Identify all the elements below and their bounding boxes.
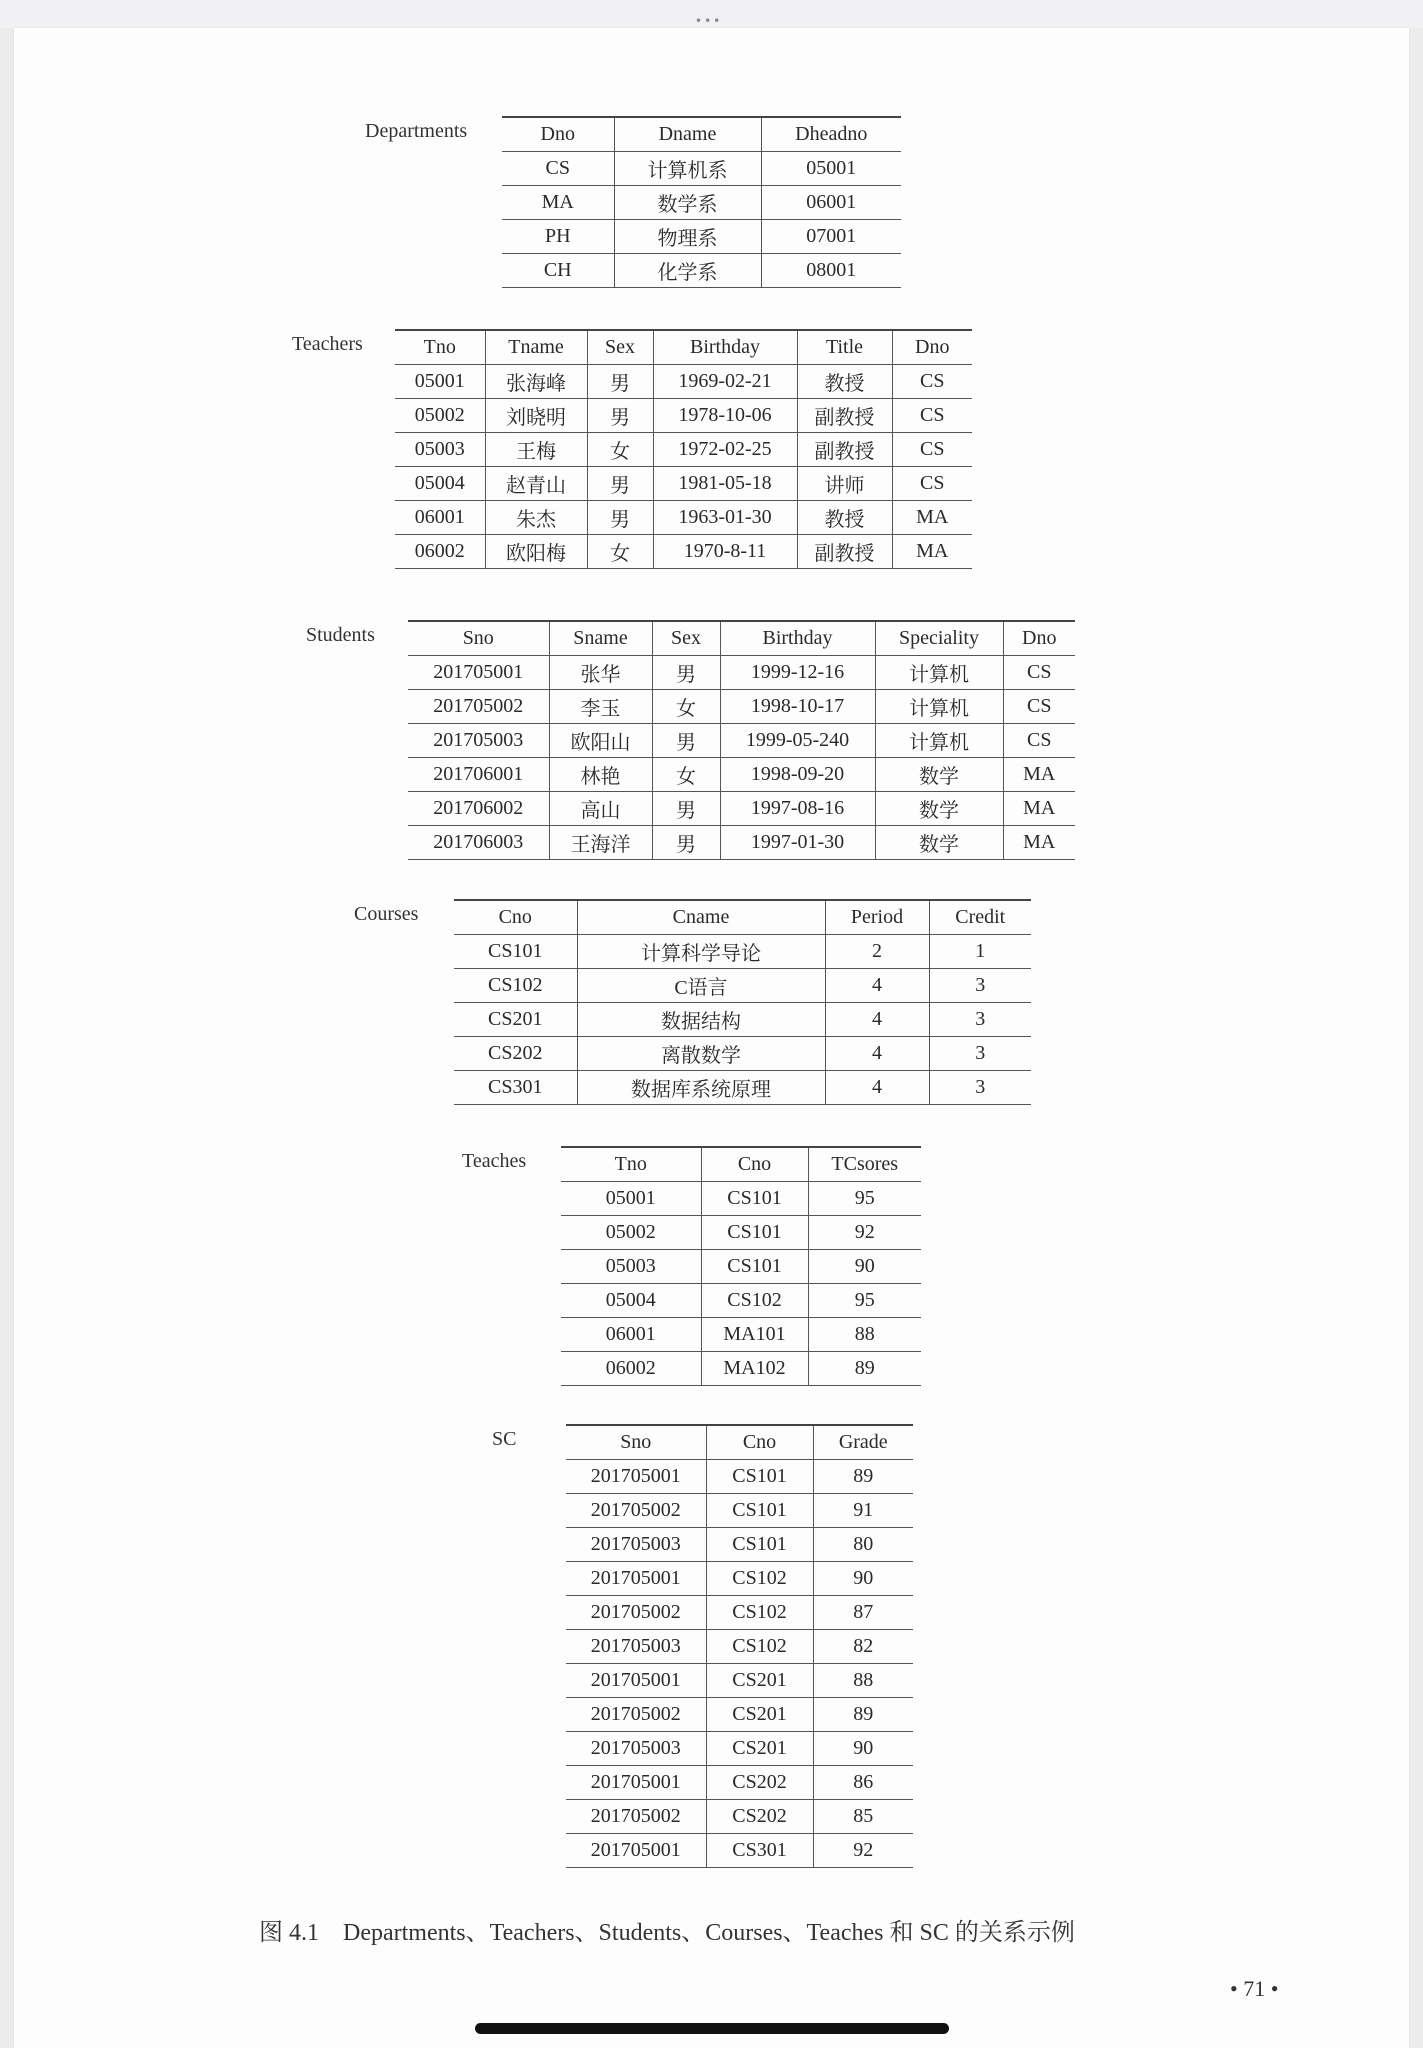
table-cell: 3 <box>929 1071 1031 1105</box>
home-indicator[interactable] <box>475 2023 949 2034</box>
column-header: TCsores <box>808 1147 921 1182</box>
table-cell: CS301 <box>706 1834 813 1868</box>
table-cell: 4 <box>825 1003 929 1037</box>
table-cell: 92 <box>808 1216 921 1250</box>
table-cell: CS202 <box>706 1800 813 1834</box>
table-cell: 89 <box>808 1352 921 1386</box>
table-cell: 化学系 <box>614 254 761 288</box>
table-cell: CS301 <box>454 1071 577 1105</box>
table-cell: MA101 <box>701 1318 808 1352</box>
table-cell: 教授 <box>797 501 892 535</box>
table-cell: MA <box>502 186 614 220</box>
table-cell: 1997-08-16 <box>720 792 875 826</box>
table-cell: 201705001 <box>566 1460 706 1494</box>
table-cell: 201705001 <box>566 1562 706 1596</box>
table-row <box>395 501 972 535</box>
table-cell: 计算机 <box>875 690 1003 724</box>
table-cell: 物理系 <box>614 220 761 254</box>
table-cell: 朱杰 <box>485 501 587 535</box>
table-cell: 201705002 <box>566 1800 706 1834</box>
table-row <box>454 1037 1031 1071</box>
table-cell: 201705001 <box>566 1664 706 1698</box>
table-cell: 刘晓明 <box>485 399 587 433</box>
table-cell: CS101 <box>706 1460 813 1494</box>
table-cell: 3 <box>929 1037 1031 1071</box>
table-cell: PH <box>502 220 614 254</box>
table-cell: 数学系 <box>614 186 761 220</box>
table-cell: 3 <box>929 1003 1031 1037</box>
table-cell: CS102 <box>454 969 577 1003</box>
table-cell: 1969-02-21 <box>653 365 797 399</box>
table-row <box>454 1003 1031 1037</box>
table-cell: CS101 <box>701 1182 808 1216</box>
table-cell: 90 <box>813 1732 913 1766</box>
table-cell: 计算科学导论 <box>577 935 825 969</box>
table-row <box>408 826 1075 860</box>
table-header-row <box>502 117 901 152</box>
table-cell: 女 <box>652 690 720 724</box>
table-cell: CS201 <box>454 1003 577 1037</box>
table-cell: 90 <box>813 1562 913 1596</box>
table-row <box>566 1800 913 1834</box>
table-cell: 张海峰 <box>485 365 587 399</box>
table-cell: 201705003 <box>408 724 549 758</box>
table-cell: 计算机 <box>875 724 1003 758</box>
table-cell: 89 <box>813 1460 913 1494</box>
table-row <box>566 1460 913 1494</box>
table-row <box>395 467 972 501</box>
table-cell: 89 <box>813 1698 913 1732</box>
table-cell: 2 <box>825 935 929 969</box>
table-cell: 201705002 <box>566 1698 706 1732</box>
table-cell: 201705003 <box>566 1528 706 1562</box>
column-header: Cno <box>701 1147 808 1182</box>
table-cell: 1981-05-18 <box>653 467 797 501</box>
table-cell: 1998-10-17 <box>720 690 875 724</box>
table-cell: 男 <box>587 501 653 535</box>
table-cell: 80 <box>813 1528 913 1562</box>
table-row <box>561 1284 921 1318</box>
table-cell: 男 <box>652 792 720 826</box>
table-cell: 05002 <box>561 1216 701 1250</box>
column-header: Speciality <box>875 621 1003 656</box>
table-cell: 1998-09-20 <box>720 758 875 792</box>
table-cell: 离散数学 <box>577 1037 825 1071</box>
table-cell: 女 <box>587 535 653 569</box>
table-cell: 06001 <box>761 186 901 220</box>
column-header: Birthday <box>720 621 875 656</box>
table-cell: 欧阳山 <box>549 724 652 758</box>
table-cell: MA <box>1003 792 1075 826</box>
status-bar <box>0 0 1423 28</box>
column-header: Cno <box>454 900 577 935</box>
table-cell: 男 <box>587 467 653 501</box>
column-header: Sno <box>408 621 549 656</box>
column-header: Dname <box>614 117 761 152</box>
table-row <box>566 1664 913 1698</box>
table-cell: 201705001 <box>566 1834 706 1868</box>
table-cell: CS101 <box>706 1528 813 1562</box>
table-cell: C语言 <box>577 969 825 1003</box>
table-cell: CS <box>892 467 972 501</box>
column-header: Dno <box>502 117 614 152</box>
table-cell: 07001 <box>761 220 901 254</box>
table-cell: 1 <box>929 935 1031 969</box>
table-row <box>566 1528 913 1562</box>
table-cell: CS <box>1003 724 1075 758</box>
table-cell: 讲师 <box>797 467 892 501</box>
table-cell: 女 <box>587 433 653 467</box>
sc-label: SC <box>492 1428 517 1450</box>
table-cell: 男 <box>652 656 720 690</box>
table-cell: 95 <box>808 1182 921 1216</box>
table-row <box>502 220 901 254</box>
column-header: Title <box>797 330 892 365</box>
departments-label: Departments <box>365 120 468 142</box>
students-label: Students <box>306 624 375 646</box>
table-cell: 4 <box>825 969 929 1003</box>
table-cell: 副教授 <box>797 399 892 433</box>
table-row <box>408 690 1075 724</box>
table-cell: CS102 <box>706 1562 813 1596</box>
more-options-icon[interactable]: ••• <box>695 14 723 28</box>
table-cell: MA <box>892 535 972 569</box>
table-cell: 王海洋 <box>549 826 652 860</box>
column-header: Cname <box>577 900 825 935</box>
table-row <box>502 186 901 220</box>
table-cell: MA102 <box>701 1352 808 1386</box>
table-cell: CS <box>1003 656 1075 690</box>
table-cell: CS201 <box>706 1732 813 1766</box>
table-row <box>454 1071 1031 1105</box>
table-row <box>408 792 1075 826</box>
table-cell: 05004 <box>561 1284 701 1318</box>
departments-table <box>502 116 901 288</box>
table-header-row <box>454 900 1031 935</box>
table-cell: 05001 <box>395 365 485 399</box>
table-row <box>566 1494 913 1528</box>
table-row <box>566 1562 913 1596</box>
table-cell: 男 <box>652 724 720 758</box>
table-cell: CS <box>502 152 614 186</box>
table-cell: CS <box>892 399 972 433</box>
table-cell: 李玉 <box>549 690 652 724</box>
table-cell: CS201 <box>706 1664 813 1698</box>
table-cell: 1999-12-16 <box>720 656 875 690</box>
table-cell: 201705001 <box>566 1766 706 1800</box>
table-cell: CS101 <box>454 935 577 969</box>
table-row <box>561 1352 921 1386</box>
table-cell: 88 <box>808 1318 921 1352</box>
table-cell: 1963-01-30 <box>653 501 797 535</box>
table-cell: CH <box>502 254 614 288</box>
table-cell: MA <box>1003 758 1075 792</box>
table-cell: CS <box>1003 690 1075 724</box>
table-cell: 06002 <box>561 1352 701 1386</box>
teachers-label: Teachers <box>292 333 363 355</box>
column-header: Sno <box>566 1425 706 1460</box>
column-header: Sname <box>549 621 652 656</box>
table-cell: 05004 <box>395 467 485 501</box>
table-row <box>566 1732 913 1766</box>
table-cell: 4 <box>825 1037 929 1071</box>
table-cell: 4 <box>825 1071 929 1105</box>
table-cell: 1978-10-06 <box>653 399 797 433</box>
students-table <box>408 620 1075 860</box>
table-cell: 05001 <box>761 152 901 186</box>
table-cell: 数学 <box>875 758 1003 792</box>
table-cell: 06001 <box>561 1318 701 1352</box>
table-cell: 1997-01-30 <box>720 826 875 860</box>
column-header: Cno <box>706 1425 813 1460</box>
table-row <box>395 433 972 467</box>
table-cell: 1972-02-25 <box>653 433 797 467</box>
table-cell: 男 <box>587 399 653 433</box>
courses-label: Courses <box>354 903 419 925</box>
table-cell: 201706002 <box>408 792 549 826</box>
table-cell: 88 <box>813 1664 913 1698</box>
table-cell: 201705002 <box>408 690 549 724</box>
document-page <box>14 28 1409 2048</box>
table-row <box>408 724 1075 758</box>
table-cell: 1999-05-240 <box>720 724 875 758</box>
table-row <box>395 399 972 433</box>
column-header: Birthday <box>653 330 797 365</box>
table-row <box>502 254 901 288</box>
table-cell: 87 <box>813 1596 913 1630</box>
table-cell: 91 <box>813 1494 913 1528</box>
table-row <box>561 1250 921 1284</box>
table-cell: 05002 <box>395 399 485 433</box>
table-cell: 数据库系统原理 <box>577 1071 825 1105</box>
table-cell: 女 <box>652 758 720 792</box>
table-cell: 06001 <box>395 501 485 535</box>
table-header-row <box>561 1147 921 1182</box>
table-cell: CS102 <box>706 1596 813 1630</box>
table-row <box>566 1630 913 1664</box>
table-row <box>561 1318 921 1352</box>
table-cell: 林艳 <box>549 758 652 792</box>
table-cell: 赵青山 <box>485 467 587 501</box>
table-cell: CS <box>892 433 972 467</box>
table-row <box>502 152 901 186</box>
table-cell: 计算机 <box>875 656 1003 690</box>
table-row <box>561 1182 921 1216</box>
table-cell: 90 <box>808 1250 921 1284</box>
table-cell: 82 <box>813 1630 913 1664</box>
column-header: Sex <box>652 621 720 656</box>
table-row <box>566 1766 913 1800</box>
column-header: Tname <box>485 330 587 365</box>
column-header: Period <box>825 900 929 935</box>
table-cell: 05003 <box>561 1250 701 1284</box>
table-cell: 05003 <box>395 433 485 467</box>
table-cell: 201706001 <box>408 758 549 792</box>
figure-caption: 图 4.1 Departments、Teachers、Students、Courses、Teaches 和 SC 的关系示例 <box>259 1920 1075 1946</box>
column-header: Tno <box>561 1147 701 1182</box>
column-header: Credit <box>929 900 1031 935</box>
table-row <box>561 1216 921 1250</box>
table-cell: CS202 <box>706 1766 813 1800</box>
table-cell: 高山 <box>549 792 652 826</box>
column-header: Dheadno <box>761 117 901 152</box>
table-cell: 张华 <box>549 656 652 690</box>
table-cell: 3 <box>929 969 1031 1003</box>
table-cell: 95 <box>808 1284 921 1318</box>
table-cell: 数据结构 <box>577 1003 825 1037</box>
table-cell: 201705002 <box>566 1596 706 1630</box>
table-cell: 92 <box>813 1834 913 1868</box>
table-row <box>395 535 972 569</box>
table-cell: CS101 <box>701 1250 808 1284</box>
table-cell: 08001 <box>761 254 901 288</box>
table-cell: 王梅 <box>485 433 587 467</box>
table-cell: CS202 <box>454 1037 577 1071</box>
table-cell: 201705001 <box>408 656 549 690</box>
table-row <box>454 935 1031 969</box>
table-cell: 86 <box>813 1766 913 1800</box>
column-header: Grade <box>813 1425 913 1460</box>
table-cell: 85 <box>813 1800 913 1834</box>
table-cell: 201705003 <box>566 1630 706 1664</box>
table-cell: CS101 <box>706 1494 813 1528</box>
table-row <box>566 1834 913 1868</box>
teaches-table <box>561 1146 921 1386</box>
table-cell: 201706003 <box>408 826 549 860</box>
table-cell: MA <box>892 501 972 535</box>
page-number: • 71 • <box>1230 1976 1279 2001</box>
table-row <box>454 969 1031 1003</box>
table-row <box>408 758 1075 792</box>
table-cell: 男 <box>587 365 653 399</box>
table-header-row <box>408 621 1075 656</box>
courses-table <box>454 899 1031 1105</box>
table-cell: CS <box>892 365 972 399</box>
table-cell: CS101 <box>701 1216 808 1250</box>
table-cell: 201705002 <box>566 1494 706 1528</box>
table-cell: 教授 <box>797 365 892 399</box>
table-header-row <box>566 1425 913 1460</box>
column-header: Dno <box>1003 621 1075 656</box>
table-cell: 05001 <box>561 1182 701 1216</box>
table-row <box>395 365 972 399</box>
table-cell: 欧阳梅 <box>485 535 587 569</box>
table-cell: 副教授 <box>797 535 892 569</box>
table-row <box>408 656 1075 690</box>
table-cell: CS201 <box>706 1698 813 1732</box>
table-cell: 201705003 <box>566 1732 706 1766</box>
table-header-row <box>395 330 972 365</box>
table-cell: CS102 <box>706 1630 813 1664</box>
table-cell: 数学 <box>875 792 1003 826</box>
column-header: Dno <box>892 330 972 365</box>
table-row <box>566 1698 913 1732</box>
table-cell: 男 <box>652 826 720 860</box>
teachers-table <box>395 329 972 569</box>
teaches-label: Teaches <box>462 1150 527 1172</box>
column-header: Tno <box>395 330 485 365</box>
table-cell: 06002 <box>395 535 485 569</box>
table-row <box>566 1596 913 1630</box>
column-header: Sex <box>587 330 653 365</box>
table-cell: 计算机系 <box>614 152 761 186</box>
table-cell: CS102 <box>701 1284 808 1318</box>
sc-table <box>566 1424 913 1868</box>
table-cell: 副教授 <box>797 433 892 467</box>
table-cell: 数学 <box>875 826 1003 860</box>
table-cell: MA <box>1003 826 1075 860</box>
table-cell: 1970-8-11 <box>653 535 797 569</box>
